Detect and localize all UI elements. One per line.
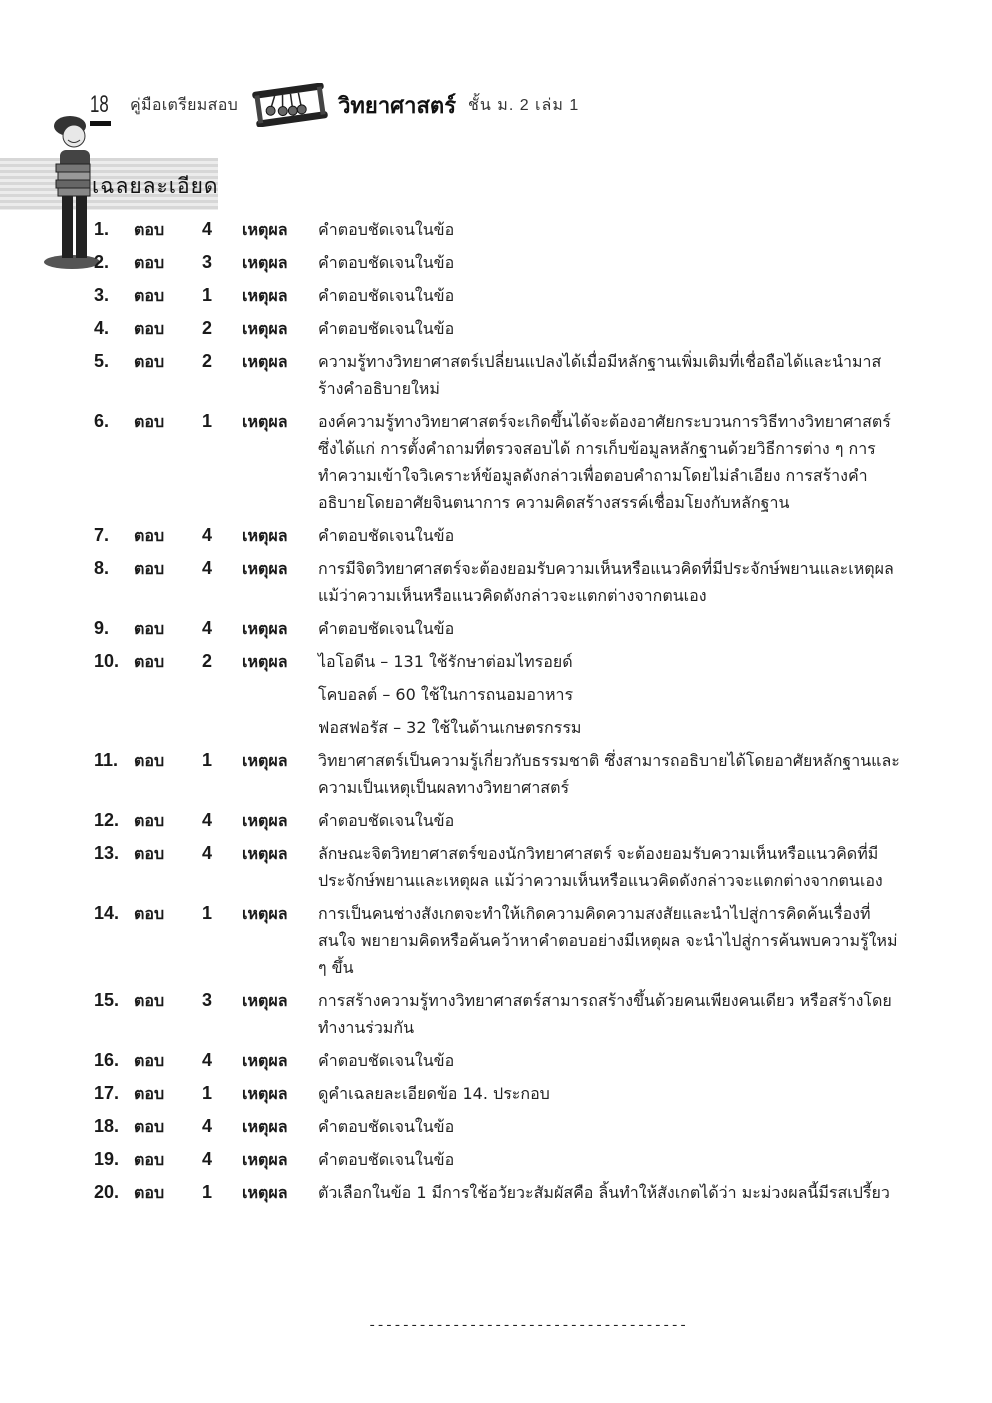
reason-label: เหตุผล (242, 412, 288, 431)
reason-line: คำตอบชัดเจนในข้อ (318, 619, 455, 638)
answer-label: ตอบ (134, 1150, 165, 1169)
answer-row (94, 282, 904, 309)
answer-choice: 4 (202, 558, 213, 578)
end-divider: -------------------------------------- (368, 1318, 688, 1334)
reason-line: คำตอบชัดเจนในข้อ (318, 220, 455, 239)
answer-choice: 4 (202, 1116, 213, 1136)
reason-text (318, 1179, 904, 1206)
answer-label: ตอบ (134, 1183, 165, 1202)
answer-label: ตอบ (134, 811, 165, 830)
answer-row (94, 807, 904, 834)
answer-choice: 3 (202, 252, 213, 272)
question-number: 4. (94, 318, 110, 338)
reason-text (318, 1047, 904, 1074)
answer-choice: 2 (202, 318, 213, 338)
question-number: 3. (94, 285, 110, 305)
answer-label: ตอบ (134, 1051, 165, 1070)
answer-row (94, 1047, 904, 1074)
answer-row (94, 249, 904, 276)
reason-text (318, 249, 904, 276)
answer-row (94, 1113, 904, 1140)
question-number: 6. (94, 411, 110, 431)
answer-row (94, 840, 904, 894)
question-number: 11. (94, 750, 119, 770)
reason-line: คำตอบชัดเจนในข้อ (318, 526, 455, 545)
reason-text (318, 615, 904, 642)
answer-row (94, 348, 904, 402)
reason-line: ความรู้ทางวิทยาศาสตร์เปลี่ยนแปลงได้เมื่อมีหลักฐานเพิ่มเติมที่เชื่อถือได้และนำมาสร้างคำอธิบายใหม่ (318, 352, 882, 398)
reason-line: การสร้างความรู้ทางวิทยาศาสตร์สามารถสร้างขึ้นด้วยคนเพียงคนเดียว หรือสร้างโดยทำงานร่วมกัน (318, 991, 892, 1037)
question-number: 17. (94, 1083, 120, 1103)
reason-line: คำตอบชัดเจนในข้อ (318, 1150, 455, 1169)
answer-choice: 1 (202, 285, 213, 305)
answer-label: ตอบ (134, 991, 165, 1010)
question-number: 12. (94, 810, 120, 830)
answer-label: ตอบ (134, 286, 165, 305)
reason-text (318, 348, 904, 402)
reason-line: วิทยาศาสตร์เป็นความรู้เกี่ยวกับธรรมชาติ ซึ่งสามารถอธิบายได้โดยอาศัยหลักฐานและความเป็นเหตุเป็นผลทางวิทยาศาสตร์ (318, 751, 900, 797)
question-number: 1. (94, 219, 110, 239)
reason-text (318, 216, 904, 243)
answer-label: ตอบ (134, 619, 165, 638)
reason-line: ดูคำเฉลยละเอียดข้อ 14. ประกอบ (318, 1084, 550, 1103)
answer-choice: 1 (202, 1083, 213, 1103)
reason-label: เหตุผล (242, 319, 288, 338)
reason-label: เหตุผล (242, 286, 288, 305)
answer-choice: 4 (202, 843, 213, 863)
answer-row (94, 1146, 904, 1173)
answer-choice: 4 (202, 525, 213, 545)
reason-line: ฟอสฟอรัส – 32 ใช้ในด้านเกษตรกรรม (318, 718, 582, 737)
reason-line: ลักษณะจิตวิทยาศาสตร์ของนักวิทยาศาสตร์ จะต้องยอมรับความเห็นหรือแนวคิดที่มีประจักษ์พยานและเหตุผล แม้ว่าความเห็นหรือแนวคิดดังกล่าวจะแตกต่างจากตนเอง (318, 844, 883, 890)
answer-choice: 3 (202, 990, 213, 1010)
answer-row (94, 747, 904, 801)
reason-line: คำตอบชัดเจนในข้อ (318, 811, 455, 830)
question-number: 15. (94, 990, 120, 1010)
answer-row (94, 522, 904, 549)
reason-text (318, 522, 904, 549)
reason-label: เหตุผล (242, 526, 288, 545)
reason-label: เหตุผล (242, 652, 288, 671)
reason-text (318, 1146, 904, 1173)
answer-row (94, 615, 904, 642)
question-number: 5. (94, 351, 110, 371)
answer-label: ตอบ (134, 1084, 165, 1103)
page-number-text: 18 (90, 91, 109, 118)
answer-label: ตอบ (134, 352, 165, 371)
answer-row (94, 408, 904, 516)
answer-choice: 2 (202, 351, 213, 371)
reason-label: เหตุผล (242, 220, 288, 239)
answer-choice: 2 (202, 651, 213, 671)
answer-label: ตอบ (134, 751, 165, 770)
answer-choice: 4 (202, 618, 213, 638)
question-number: 16. (94, 1050, 120, 1070)
reason-label: เหตุผล (242, 751, 288, 770)
answer-label: ตอบ (134, 652, 165, 671)
answer-row (94, 648, 904, 741)
reason-text (318, 987, 904, 1041)
answer-label: ตอบ (134, 253, 165, 272)
answer-choice: 4 (202, 219, 213, 239)
answer-row (94, 555, 904, 609)
answer-label: ตอบ (134, 1117, 165, 1136)
reason-text (318, 807, 904, 834)
reason-label: เหตุผล (242, 1051, 288, 1070)
answer-row (94, 900, 904, 981)
reason-line: คำตอบชัดเจนในข้อ (318, 319, 455, 338)
question-number: 14. (94, 903, 120, 923)
reason-line: โคบอลต์ – 60 ใช้ในการถนอมอาหาร (318, 685, 574, 704)
reason-line: คำตอบชัดเจนในข้อ (318, 1051, 455, 1070)
answer-choice: 4 (202, 1050, 213, 1070)
reason-label: เหตุผล (242, 253, 288, 272)
answer-label: ตอบ (134, 220, 165, 239)
answer-choice: 1 (202, 750, 213, 770)
newtons-cradle-icon (250, 83, 330, 127)
answer-label: ตอบ (134, 904, 165, 923)
question-number: 13. (94, 843, 120, 863)
book-name: คู่มือเตรียมสอบ (130, 96, 239, 114)
reason-text (318, 1080, 904, 1107)
section-title: เฉลยละเอียด (92, 174, 219, 198)
reason-label: เหตุผล (242, 619, 288, 638)
reason-label: เหตุผล (242, 811, 288, 830)
reason-text (318, 648, 904, 741)
answer-label: ตอบ (134, 526, 165, 545)
answer-choice: 4 (202, 1149, 213, 1169)
reason-label: เหตุผล (242, 844, 288, 863)
page-header (90, 80, 579, 130)
reason-text (318, 840, 904, 894)
question-number: 18. (94, 1116, 120, 1136)
question-number: 2. (94, 252, 110, 272)
answer-row (94, 216, 904, 243)
question-number: 10. (94, 651, 120, 671)
reason-text (318, 408, 904, 516)
answer-label: ตอบ (134, 319, 165, 338)
reason-label: เหตุผล (242, 1183, 288, 1202)
reason-line: คำตอบชัดเจนในข้อ (318, 1117, 455, 1136)
answer-choice: 1 (202, 411, 213, 431)
question-number: 19. (94, 1149, 120, 1169)
reason-label: เหตุผล (242, 352, 288, 371)
reason-text (318, 555, 904, 609)
answer-row (94, 315, 904, 342)
reason-label: เหตุผล (242, 1117, 288, 1136)
question-number: 7. (94, 525, 110, 545)
question-number: 8. (94, 558, 110, 578)
answer-label: ตอบ (134, 844, 165, 863)
answer-row (94, 1080, 904, 1107)
reason-text (318, 900, 904, 981)
answer-choice: 1 (202, 1182, 213, 1202)
reason-line: การมีจิตวิทยาศาสตร์จะต้องยอมรับความเห็นหรือแนวคิดที่มีประจักษ์พยานและเหตุผล แม้ว่าความเห็นหรือแนวคิดดังกล่าวจะแตกต่างจากตนเอง (318, 559, 894, 605)
answer-label: ตอบ (134, 559, 165, 578)
subject-title: วิทยาศาสตร์ (338, 93, 457, 119)
reason-line: คำตอบชัดเจนในข้อ (318, 253, 455, 272)
answer-list (94, 216, 904, 1212)
answer-choice: 4 (202, 810, 213, 830)
reason-label: เหตุผล (242, 1150, 288, 1169)
reason-line: การเป็นคนช่างสังเกตจะทำให้เกิดความคิดความสงสัยและนำไปสู่การคิดค้นเรื่องที่สนใจ พยายามคิดหรือค้นคว้าหาคำตอบอย่างมีเหตุผล จะนำไปสู่การค้นพบความรู้ใหม่ ๆ ขึ้น (318, 904, 898, 977)
answer-row (94, 987, 904, 1041)
grade-volume: ชั้น ม. 2 เล่ม 1 (468, 96, 580, 114)
reason-label: เหตุผล (242, 559, 288, 578)
reason-label: เหตุผล (242, 904, 288, 923)
reason-line: ตัวเลือกในข้อ 1 มีการใช้อวัยวะสัมผัสคือ ลิ้นทำให้สังเกตได้ว่า มะม่วงผลนี้มีรสเปรี้ยว (318, 1183, 890, 1202)
answer-choice: 1 (202, 903, 213, 923)
answer-label: ตอบ (134, 412, 165, 431)
reason-line: คำตอบชัดเจนในข้อ (318, 286, 455, 305)
question-number: 20. (94, 1182, 120, 1202)
reason-text (318, 282, 904, 309)
reason-line: ไอโอดีน – 131 ใช้รักษาต่อมไทรอยด์ (318, 652, 573, 671)
reason-label: เหตุผล (242, 1084, 288, 1103)
answer-row (94, 1179, 904, 1206)
question-number: 9. (94, 618, 110, 638)
reason-label: เหตุผล (242, 991, 288, 1010)
reason-text (318, 315, 904, 342)
reason-text (318, 747, 904, 801)
reason-text (318, 1113, 904, 1140)
reason-line: องค์ความรู้ทางวิทยาศาสตร์จะเกิดขึ้นได้จะต้องอาศัยกระบวนการวิธีทางวิทยาศาสตร์ ซึ่งได้แก่ การตั้งคำถามที่ตรวจสอบได้ การเก็บข้อมูลหลักฐานด้วยวิธีการต่าง ๆ การทำความเข้าใจวิเคราะห์ข้อมูลดังกล่าวเพื่อตอบคำถามโดยไม่ลำเอียง การสร้างคำอธิบายโดยอาศัยจินตนาการ ความคิดสร้างสรรค์เชื่อมโยงกับหลักฐาน (318, 412, 891, 512)
